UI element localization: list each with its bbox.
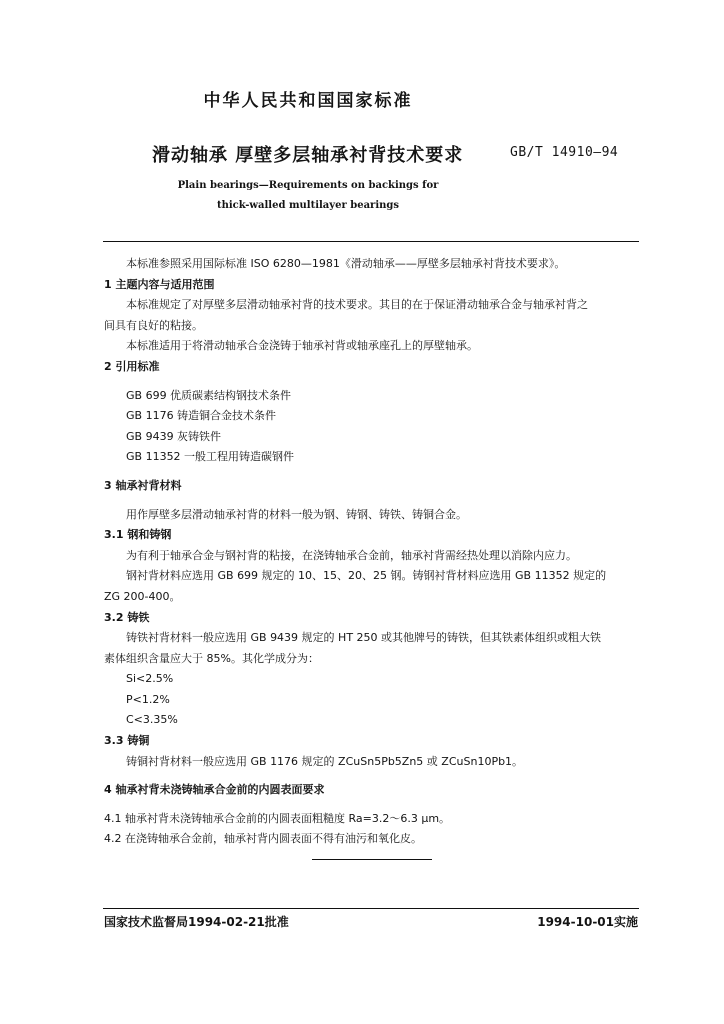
section-1-heading: 1 主题内容与适用范围 bbox=[104, 277, 215, 291]
section-3-2-heading: 3.2 铸铁 bbox=[104, 610, 150, 624]
chemical-composition-item: P<1.2% bbox=[126, 692, 170, 706]
section-3-2-paragraph-line-2: 素体组织含量应大于 85%。其化学成分为： bbox=[104, 651, 319, 665]
top-divider bbox=[103, 241, 639, 242]
section-1-paragraph-2: 本标准适用于将滑动轴承合金浇铸于轴承衬背或轴承座孔上的厚壁轴承。 bbox=[126, 339, 478, 353]
section-3-3-paragraph: 铸铜衬背材料一般应选用 GB 1176 规定的 ZCuSn5Pb5Zn5 或 ZCuSn10Pb1。 bbox=[126, 754, 524, 768]
section-1-paragraph-1-line-2: 间具有良好的粘接。 bbox=[104, 318, 203, 332]
english-title-line2: thick-walled multilayer bearings bbox=[216, 200, 400, 211]
section-1-paragraph-1-line-1: 本标准规定了对厚壁多层滑动轴承衬背的技术要求。其目的在于保证滑动轴承合金与轴承衬背之 bbox=[126, 298, 588, 312]
clause-4-2: 4.2 在浇铸轴承合金前，轴承衬背内圆表面不得有油污和氧化皮。 bbox=[104, 832, 422, 846]
reference-item: GB 1176 铸造铜合金技术条件 bbox=[126, 409, 277, 423]
section-3-3-heading: 3.3 铸铜 bbox=[104, 734, 150, 748]
document-body bbox=[104, 254, 640, 850]
end-of-text-rule bbox=[312, 859, 432, 860]
document-title: 滑动轴承 厚壁多层轴承衬背技术要求 bbox=[152, 145, 464, 166]
section-3-heading: 3 轴承衬背材料 bbox=[104, 478, 182, 492]
section-2-heading: 2 引用标准 bbox=[104, 359, 160, 373]
implementation-date: 1994-10-01实施 bbox=[537, 915, 638, 929]
section-3-1-paragraph-2-line-1: 钢衬背材料应选用 GB 699 规定的 10、15、20、25 钢。铸钢衬背材料应选用 GB 11352 规定的 bbox=[126, 569, 607, 583]
reference-item: GB 699 优质碳素结构钢技术条件 bbox=[126, 388, 292, 402]
chemical-composition-item: Si<2.5% bbox=[126, 672, 174, 686]
reference-item: GB 9439 灰铸铁件 bbox=[126, 429, 222, 443]
section-4-heading: 4 轴承衬背未浇铸轴承合金前的内圆表面要求 bbox=[104, 783, 325, 797]
bottom-divider bbox=[103, 908, 639, 909]
clause-4-1: 4.1 轴承衬背未浇铸轴承合金前的内圆表面粗糙度 Ra=3.2～6.3 μm。 bbox=[104, 811, 451, 825]
section-3-2-paragraph-line-1: 铸铁衬背材料一般应选用 GB 9439 规定的 HT 250 或其他牌号的铸铁，但其铁素体组织或粗大铁 bbox=[126, 631, 602, 645]
english-title-line1: Plain bearings—Requirements on backings for bbox=[177, 180, 439, 191]
section-3-1-paragraph-2-line-2: ZG 200-400。 bbox=[104, 589, 181, 603]
standard-number: GB/T 14910—94 bbox=[510, 145, 619, 160]
section-3-1-heading: 3.1 钢和铸钢 bbox=[104, 528, 172, 542]
intro-paragraph: 本标准参照采用国际标准 ISO 6280—1981《滑动轴承——厚壁多层轴承衬背技术要求》。 bbox=[126, 257, 566, 270]
chemical-composition-item: C<3.35% bbox=[126, 713, 178, 727]
section-3-paragraph: 用作厚壁多层滑动轴承衬背的材料一般为钢、铸钢、铸铁、铸铜合金。 bbox=[126, 507, 467, 521]
national-standard-heading: 中华人民共和国国家标准 bbox=[203, 91, 413, 111]
approval-date: 国家技术监督局1994-02-21批准 bbox=[104, 915, 289, 929]
reference-item: GB 11352 一般工程用铸造碳钢件 bbox=[126, 450, 295, 464]
section-3-1-paragraph-1: 为有利于轴承合金与钢衬背的粘接，在浇铸轴承合金前，轴承衬背需经热处理以消除内应力。 bbox=[126, 548, 577, 562]
